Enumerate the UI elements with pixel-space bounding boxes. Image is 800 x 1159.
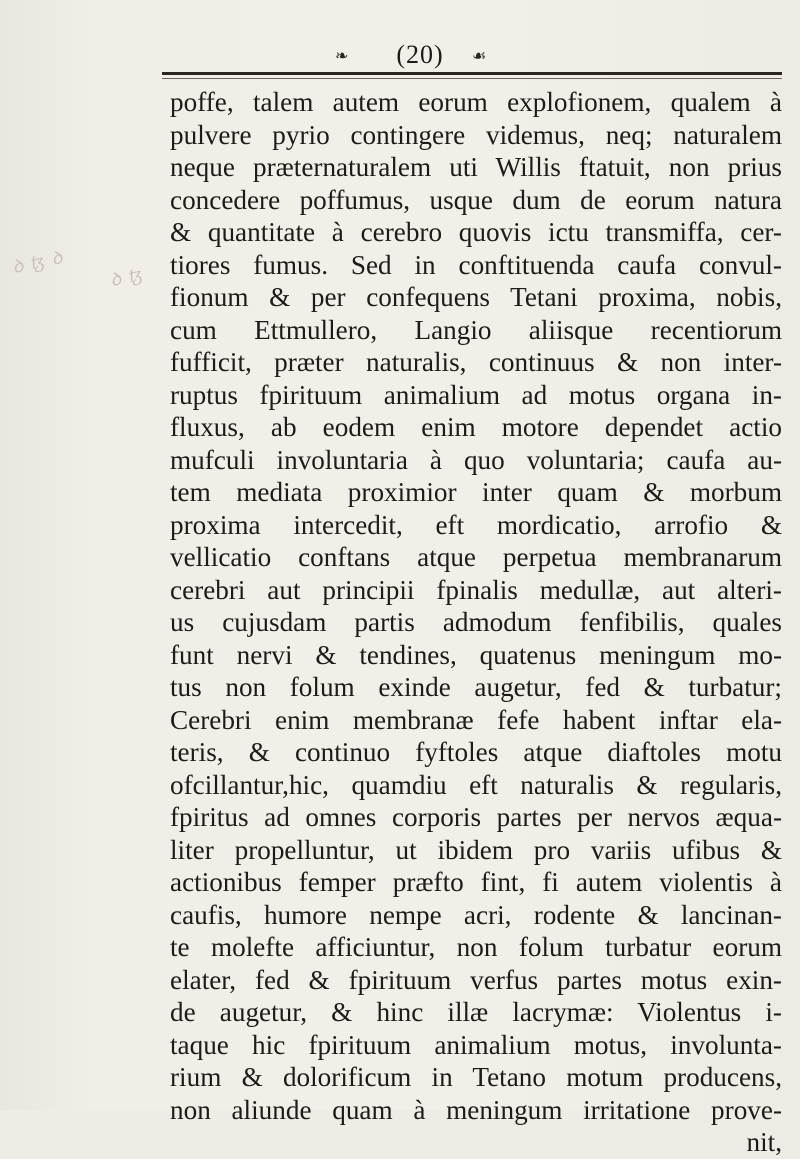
ornament-left-icon: ❧ <box>335 46 349 65</box>
bleed-through-mark: ꝺ ꜩ <box>108 263 146 292</box>
ornament-right-icon: ☙ <box>472 46 487 65</box>
text-line: funt nervi & tendines, quatenus meningum mo- <box>170 639 782 670</box>
header-rule-thin <box>162 78 782 79</box>
text-line: fluxus, ab eodem enim motore dependet actio <box>170 412 782 442</box>
text-line: caufis, humore nempe acri, rodente & lancinan- <box>170 899 782 930</box>
text-line: teris, & continuo fyftoles atque diaftoles motu <box>170 737 782 767</box>
text-line: poffe, talem autem eorum explofionem, qualem à <box>170 87 782 117</box>
text-line: neque præternaturalem uti Willis ftatuit, non prius <box>170 152 782 182</box>
text-line: mufculi involuntaria à quo voluntaria; caufa au- <box>170 444 782 475</box>
text-line: cum Ettmullero, Langio aliisque recentiorum <box>170 314 782 345</box>
bleed-through-mark: ꝺ ꜩ ꝺ <box>10 246 66 279</box>
text-line: tem mediata proximior inter quam & morbum <box>170 477 782 507</box>
text-line: non aliunde quam à meningum irritatione prove- <box>170 1094 782 1125</box>
page-number: (20) <box>396 40 444 69</box>
text-line: ofcillantur,hic, quamdiu eft naturalis & regularis, <box>170 769 782 800</box>
text-line: fionum & per confequens Tetani proxima, nobis, <box>170 282 782 312</box>
text-line: fpiritus ad omnes corporis partes per nervos æqua- <box>170 802 782 832</box>
text-line: elater, fed & fpirituum verfus partes motus exin- <box>170 964 782 995</box>
text-line: liter propelluntur, ut ibidem pro variis ufibus & <box>170 834 782 865</box>
text-line: tus non folum exinde augetur, fed & turbatur; <box>170 672 782 702</box>
text-line: vellicatio conftans atque perpetua membranarum <box>170 542 782 572</box>
text-line: Cerebri enim membranæ fefe habent inftar ela- <box>170 704 782 735</box>
text-line: us cujusdam partis admodum fenfibilis, quales <box>170 607 782 637</box>
body-text <box>170 86 782 1159</box>
text-line: actionibus femper præfto fint, fi autem violentis à <box>170 867 782 897</box>
text-line: ruptus fpirituum animalium ad motus organa in- <box>170 379 782 410</box>
text-line: concedere poffumus, usque dum de eorum natura <box>170 184 782 215</box>
text-line: & quantitate à cerebro quovis ictu transmiffa, cer- <box>170 217 782 247</box>
text-line: tiores fumus. Sed in conftituenda caufa convul- <box>170 249 782 280</box>
text-line: nit, <box>746 1127 782 1157</box>
text-line: cerebri aut principii fpinalis medullæ, aut alteri- <box>170 574 782 605</box>
header-rule <box>162 72 782 75</box>
text-line: proxima intercedit, eft mordicatio, arrofio & <box>170 509 782 540</box>
text-line: te molefte afficiuntur, non folum turbatur eorum <box>170 932 782 962</box>
text-line: fufficit, præter naturalis, continuus & non inter- <box>170 347 782 377</box>
text-line: pulvere pyrio contingere videmus, neq; naturalem <box>170 119 782 150</box>
text-line: taque hic fpirituum animalium motus, involunta- <box>170 1029 782 1060</box>
text-line: rium & dolorificum in Tetano motum producens, <box>170 1062 782 1092</box>
text-line: de augetur, & hinc illæ lacrymæ: Violentus i- <box>170 997 782 1027</box>
